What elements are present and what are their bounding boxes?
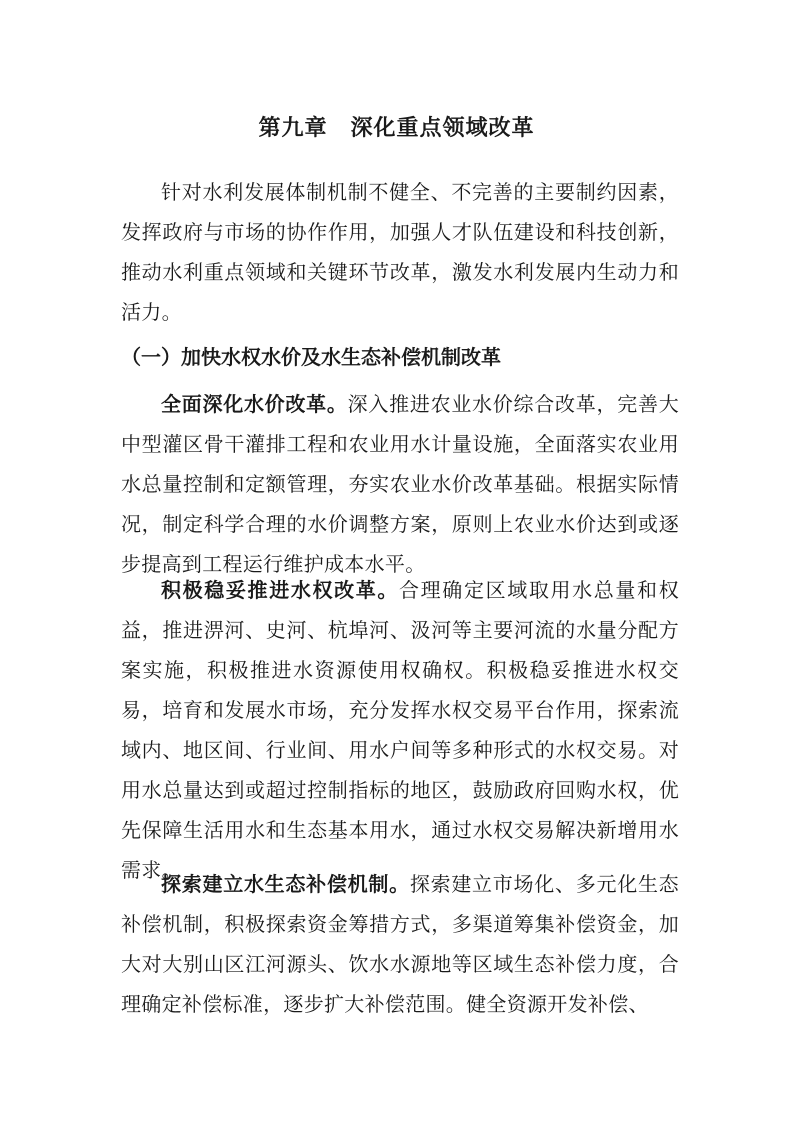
section-heading: （一）加快水权水价及水生态补偿机制改革: [121, 345, 501, 369]
chapter-title: 第九章 深化重点领域改革: [258, 116, 535, 141]
paragraph-lead: 探索建立水生态补偿机制。: [161, 872, 410, 896]
paragraph-water-price-reform: [121, 384, 679, 584]
paragraph-eco-compensation: [121, 864, 679, 1024]
paragraph-text: 合理确定区域取用水总量和权益，推进淠河、史河、杭埠河、汲河等主要河流的水量分配方案实施，积极推进水资源使用权确权。积极稳妥推进水权交易，培育和发展水市场，充分发挥水权交易平台作用，探索流域内、地区间、行业间、用水户间等多种形式的水权交易。对用水总量达到或超过控制指标的地区，鼓励政府回购水权，优先保障生活用水和生态基本用水，通过水权交易解决新增用水需求。: [121, 578, 679, 882]
intro-paragraph: 针对水利发展体制机制不健全、不完善的主要制约因素，发挥政府与市场的协作作用，加强人才队伍建设和科技创新，推动水利重点领域和关键环节改革，激发水利发展内生动力和活力。: [121, 180, 679, 324]
paragraph-lead: 全面深化水价改革。: [161, 392, 348, 416]
paragraph-lead: 积极稳妥推进水权改革。: [161, 578, 400, 602]
paragraph-text: 深入推进农业水价综合改革，完善大中型灌区骨干灌排工程和农业用水计量设施，全面落实农业用水总量控制和定额管理，夯实农业水价改革基础。根据实际情况，制定科学合理的水价调整方案，原则上农业水价达到或逐步提高到工程运行维护成本水平。: [121, 392, 679, 576]
paragraph-water-rights-reform: [121, 570, 679, 890]
paragraph-text: 探索建立市场化、多元化生态补偿机制，积极探索资金筹措方式，多渠道筹集补偿资金，加大对大别山区江河源头、饮水水源地等区域生态补偿力度，合理确定补偿标准，逐步扩大补偿范围。健全资源开发补偿、: [121, 872, 679, 1016]
